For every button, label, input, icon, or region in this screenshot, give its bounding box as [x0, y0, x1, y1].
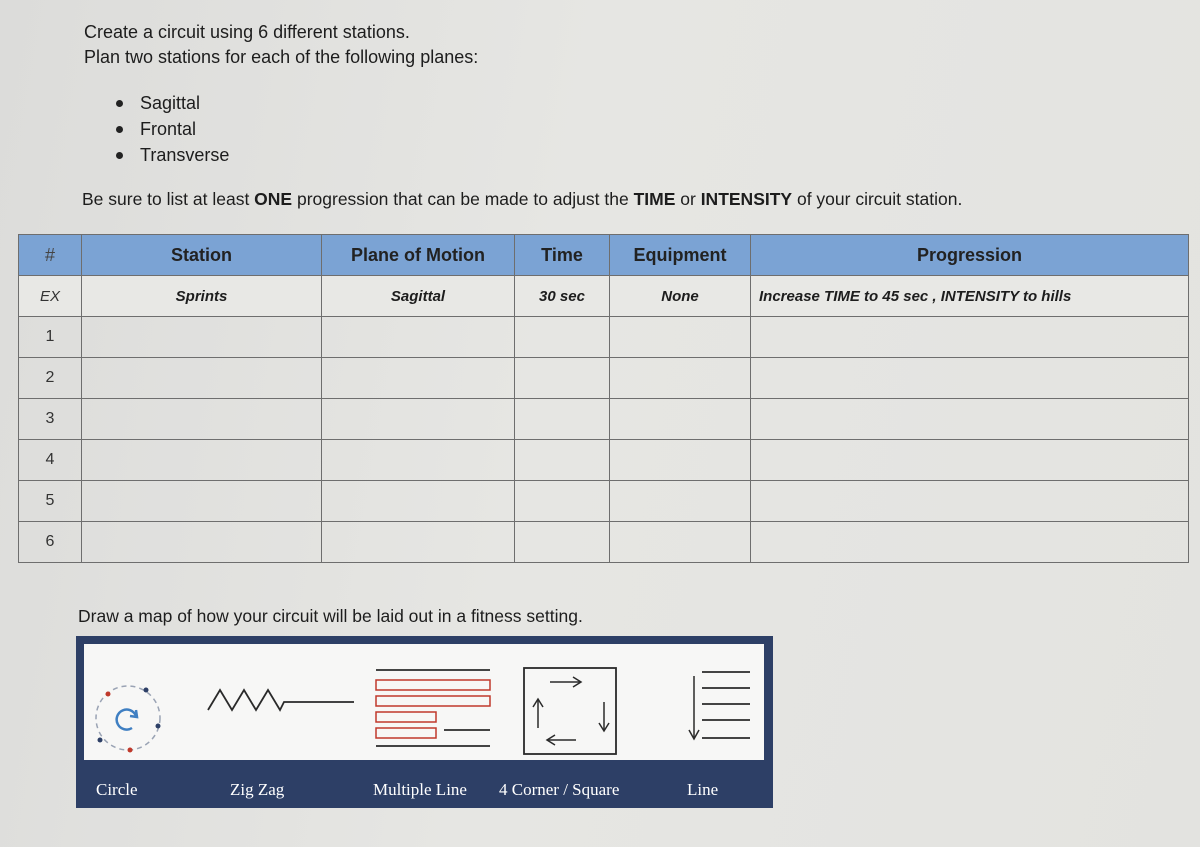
square-layout-icon [524, 668, 616, 754]
table-row [19, 440, 1189, 481]
table-row [19, 399, 1189, 440]
header-station: Station [82, 235, 322, 276]
layout-diagrams [84, 644, 764, 760]
plane-cell[interactable] [322, 317, 515, 358]
plane-cell[interactable] [322, 440, 515, 481]
equipment-cell[interactable] [610, 399, 751, 440]
example-equipment: None [610, 276, 751, 317]
time-cell[interactable] [515, 440, 610, 481]
station-cell[interactable] [82, 440, 322, 481]
progression-cell[interactable] [751, 440, 1189, 481]
plane-cell[interactable] [322, 481, 515, 522]
plane-item: Frontal [112, 116, 229, 142]
circle-layout-icon [96, 686, 161, 753]
example-number: EX [19, 276, 82, 317]
progression-cell[interactable] [751, 481, 1189, 522]
row-number: 3 [19, 399, 82, 440]
equipment-cell[interactable] [610, 317, 751, 358]
plane-item: Transverse [112, 142, 229, 168]
row-number: 1 [19, 317, 82, 358]
station-cell[interactable] [82, 522, 322, 563]
example-time: 30 sec [515, 276, 610, 317]
zigzag-layout-icon [208, 690, 354, 710]
table-row [19, 317, 1189, 358]
equipment-cell[interactable] [610, 440, 751, 481]
instruction-line-1: Create a circuit using 6 different stations. [84, 22, 410, 42]
equipment-cell[interactable] [610, 358, 751, 399]
progression-cell[interactable] [751, 399, 1189, 440]
row-number: 2 [19, 358, 82, 399]
station-cell[interactable] [82, 317, 322, 358]
example-station: Sprints [82, 276, 322, 317]
progression-note: Be sure to list at least ONE progression that can be made to adjust the TIME or INTENSITY of your circuit station. [82, 189, 963, 209]
circuit-table [18, 234, 1189, 563]
header-progression: Progression [751, 235, 1189, 276]
header-number: # [19, 235, 82, 276]
plane-item: Sagittal [112, 90, 229, 116]
header-plane: Plane of Motion [322, 235, 515, 276]
planes-list [112, 90, 229, 168]
row-number: 5 [19, 481, 82, 522]
row-number: 6 [19, 522, 82, 563]
instruction-line-2: Plan two stations for each of the following planes: [84, 47, 479, 67]
table-header-row [19, 235, 1189, 276]
time-cell[interactable] [515, 317, 610, 358]
table-row [19, 481, 1189, 522]
instructions [84, 20, 478, 70]
station-cell[interactable] [82, 481, 322, 522]
label-line: Line [687, 780, 719, 799]
example-plane: Sagittal [322, 276, 515, 317]
label-square: 4 Corner / Square [499, 780, 620, 799]
circuit-layout-examples [76, 636, 773, 808]
header-time: Time [515, 235, 610, 276]
station-cell[interactable] [82, 399, 322, 440]
draw-map-prompt: Draw a map of how your circuit will be laid out in a fitness setting. [78, 606, 583, 626]
plane-cell[interactable] [322, 399, 515, 440]
label-circle: Circle [96, 780, 138, 799]
time-cell[interactable] [515, 358, 610, 399]
time-cell[interactable] [515, 522, 610, 563]
plane-cell[interactable] [322, 358, 515, 399]
example-row [19, 276, 1189, 317]
header-equipment: Equipment [610, 235, 751, 276]
label-multiple-line: Multiple Line [373, 780, 467, 799]
multiple-line-layout-icon [376, 670, 490, 746]
station-cell[interactable] [82, 358, 322, 399]
equipment-cell[interactable] [610, 481, 751, 522]
table-row [19, 358, 1189, 399]
row-number: 4 [19, 440, 82, 481]
time-cell[interactable] [515, 399, 610, 440]
time-cell[interactable] [515, 481, 610, 522]
label-zigzag: Zig Zag [230, 780, 285, 799]
equipment-cell[interactable] [610, 522, 751, 563]
progression-cell[interactable] [751, 317, 1189, 358]
example-progression: Increase TIME to 45 sec , INTENSITY to hills [751, 276, 1189, 317]
table-row [19, 522, 1189, 563]
plane-cell[interactable] [322, 522, 515, 563]
progression-cell[interactable] [751, 358, 1189, 399]
line-layout-icon [689, 672, 750, 739]
progression-cell[interactable] [751, 522, 1189, 563]
